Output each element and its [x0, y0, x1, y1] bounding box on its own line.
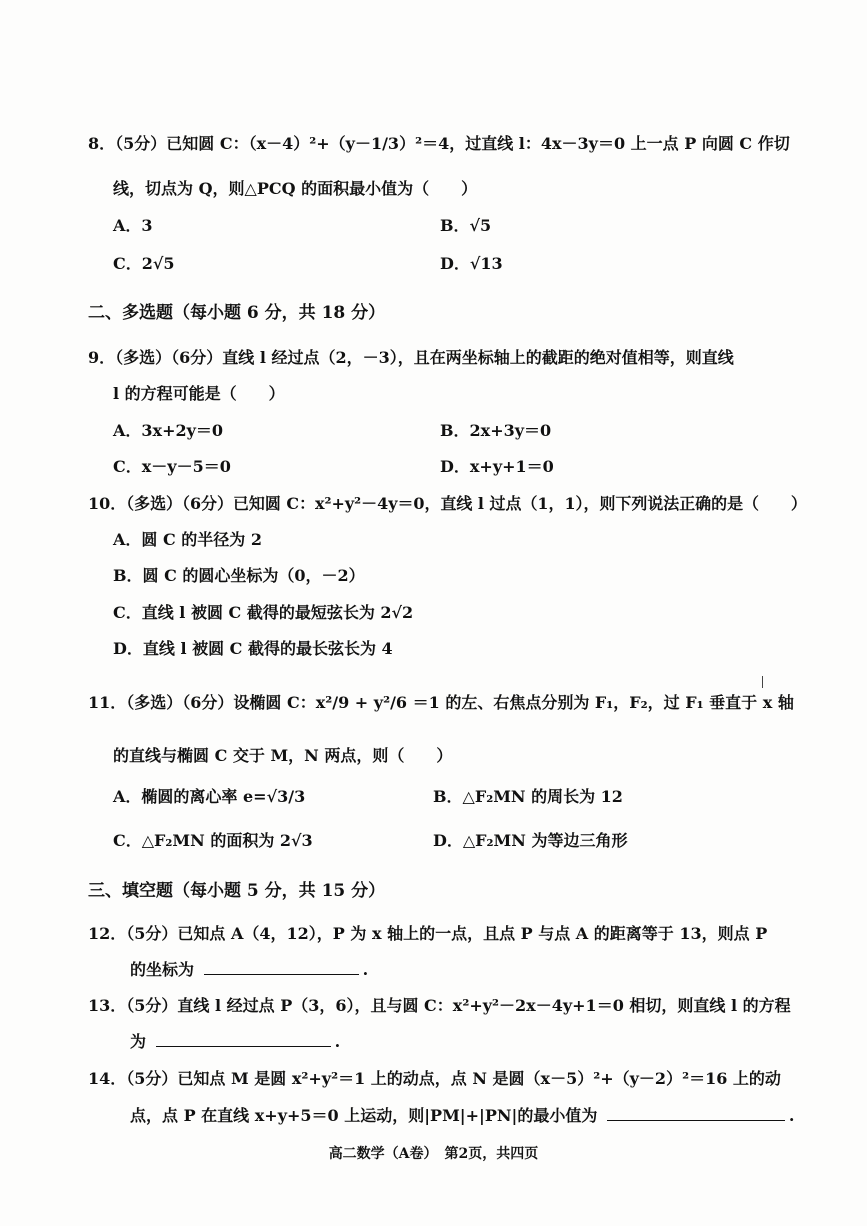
q12-line2: 的坐标为 .: [130, 960, 369, 979]
q8-option-b: B．√5: [440, 216, 492, 235]
q12-line1: 12．（5分）已知点 A（4，12），P 为 x 轴上的一点，且点 P 与点 A 的距离等于 13，则点 P: [88, 924, 768, 943]
q9-line1: 9．（多选）（6分）直线 l 经过点（2，－3），且在两坐标轴上的截距的绝对值相等，则直线: [88, 348, 734, 367]
scan-mark: [762, 676, 763, 688]
q14-line2: 点，点 P 在直线 x+y+5＝0 上运动，则|PM|+|PN|的最小值为 .: [130, 1106, 795, 1125]
q8-line2: 线，切点为 Q，则△PCQ 的面积最小值为（ ）: [113, 179, 478, 198]
q14-line1: 14．（5分）已知点 M 是圆 x²+y²＝1 上的动点，点 N 是圆（x－5）²+（y－2）²＝16 上的动: [88, 1069, 781, 1088]
q14-answer-blank[interactable]: [607, 1120, 785, 1121]
q12-line2-text: 的坐标为: [130, 960, 195, 979]
q10-option-b: B．圆 C 的圆心坐标为（0，－2）: [113, 566, 365, 585]
q11-option-c: C．△F₂MN 的面积为 2√3: [113, 831, 313, 850]
q10-option-c: C．直线 l 被圆 C 截得的最短弦长为 2√2: [113, 603, 414, 622]
q11-option-d: D．△F₂MN 为等边三角形: [433, 831, 628, 850]
q9-option-b: B．2x+3y＝0: [440, 421, 552, 440]
q9-line2: l 的方程可能是（ ）: [113, 384, 285, 403]
q10-line1: 10．（多选）（6分）已知圆 C：x²+y²－4y＝0，直线 l 过点（1，1），则下列说法正确的是（ ）: [88, 494, 807, 513]
q13-line2-text: 为: [130, 1032, 147, 1051]
q11-option-b: B．△F₂MN 的周长为 12: [433, 787, 623, 806]
q13-line2: 为 .: [130, 1032, 341, 1051]
q10-option-a: A．圆 C 的半径为 2: [113, 530, 262, 549]
q8-option-d: D．√13: [440, 254, 503, 273]
q9-option-d: D．x+y+1＝0: [440, 457, 554, 476]
q13-answer-blank[interactable]: [156, 1046, 331, 1047]
q10-option-d: D．直线 l 被圆 C 截得的最长弦长为 4: [113, 639, 393, 658]
q9-option-c: C．x－y－5＝0: [113, 457, 231, 476]
q13-line1: 13．（5分）直线 l 经过点 P（3，6），且与圆 C：x²+y²－2x－4y+1＝0 相切，则直线 l 的方程: [88, 996, 791, 1015]
section-3-heading: 三、填空题（每小题 5 分，共 15 分）: [88, 881, 386, 901]
q8-line1: 8．（5分）已知圆 C：（x－4）²+（y－1/3）²＝4，过直线 l：4x－3y＝0 上一点 P 向圆 C 作切: [88, 134, 790, 153]
q14-line2-text: 点，点 P 在直线 x+y+5＝0 上运动，则|PM|+|PN|的最小值为: [130, 1106, 598, 1125]
q12-answer-blank[interactable]: [204, 974, 359, 975]
section-2-heading: 二、多选题（每小题 6 分，共 18 分）: [88, 303, 386, 323]
q11-line1: 11．（多选）（6分）设椭圆 C：x²/9 + y²/6 ＝1 的左、右焦点分别为 F₁，F₂，过 F₁ 垂直于 x 轴: [88, 693, 794, 712]
q11-option-a: A．椭圆的离心率 e=√3/3: [113, 787, 306, 806]
q8-option-a: A．3: [113, 216, 153, 235]
q8-option-c: C．2√5: [113, 254, 175, 273]
q11-line2: 的直线与椭圆 C 交于 M，N 两点，则（ ）: [113, 746, 453, 765]
page-footer: 高二数学（A卷） 第2页，共四页: [328, 1146, 539, 1162]
q9-option-a: A．3x+2y＝0: [113, 421, 224, 440]
